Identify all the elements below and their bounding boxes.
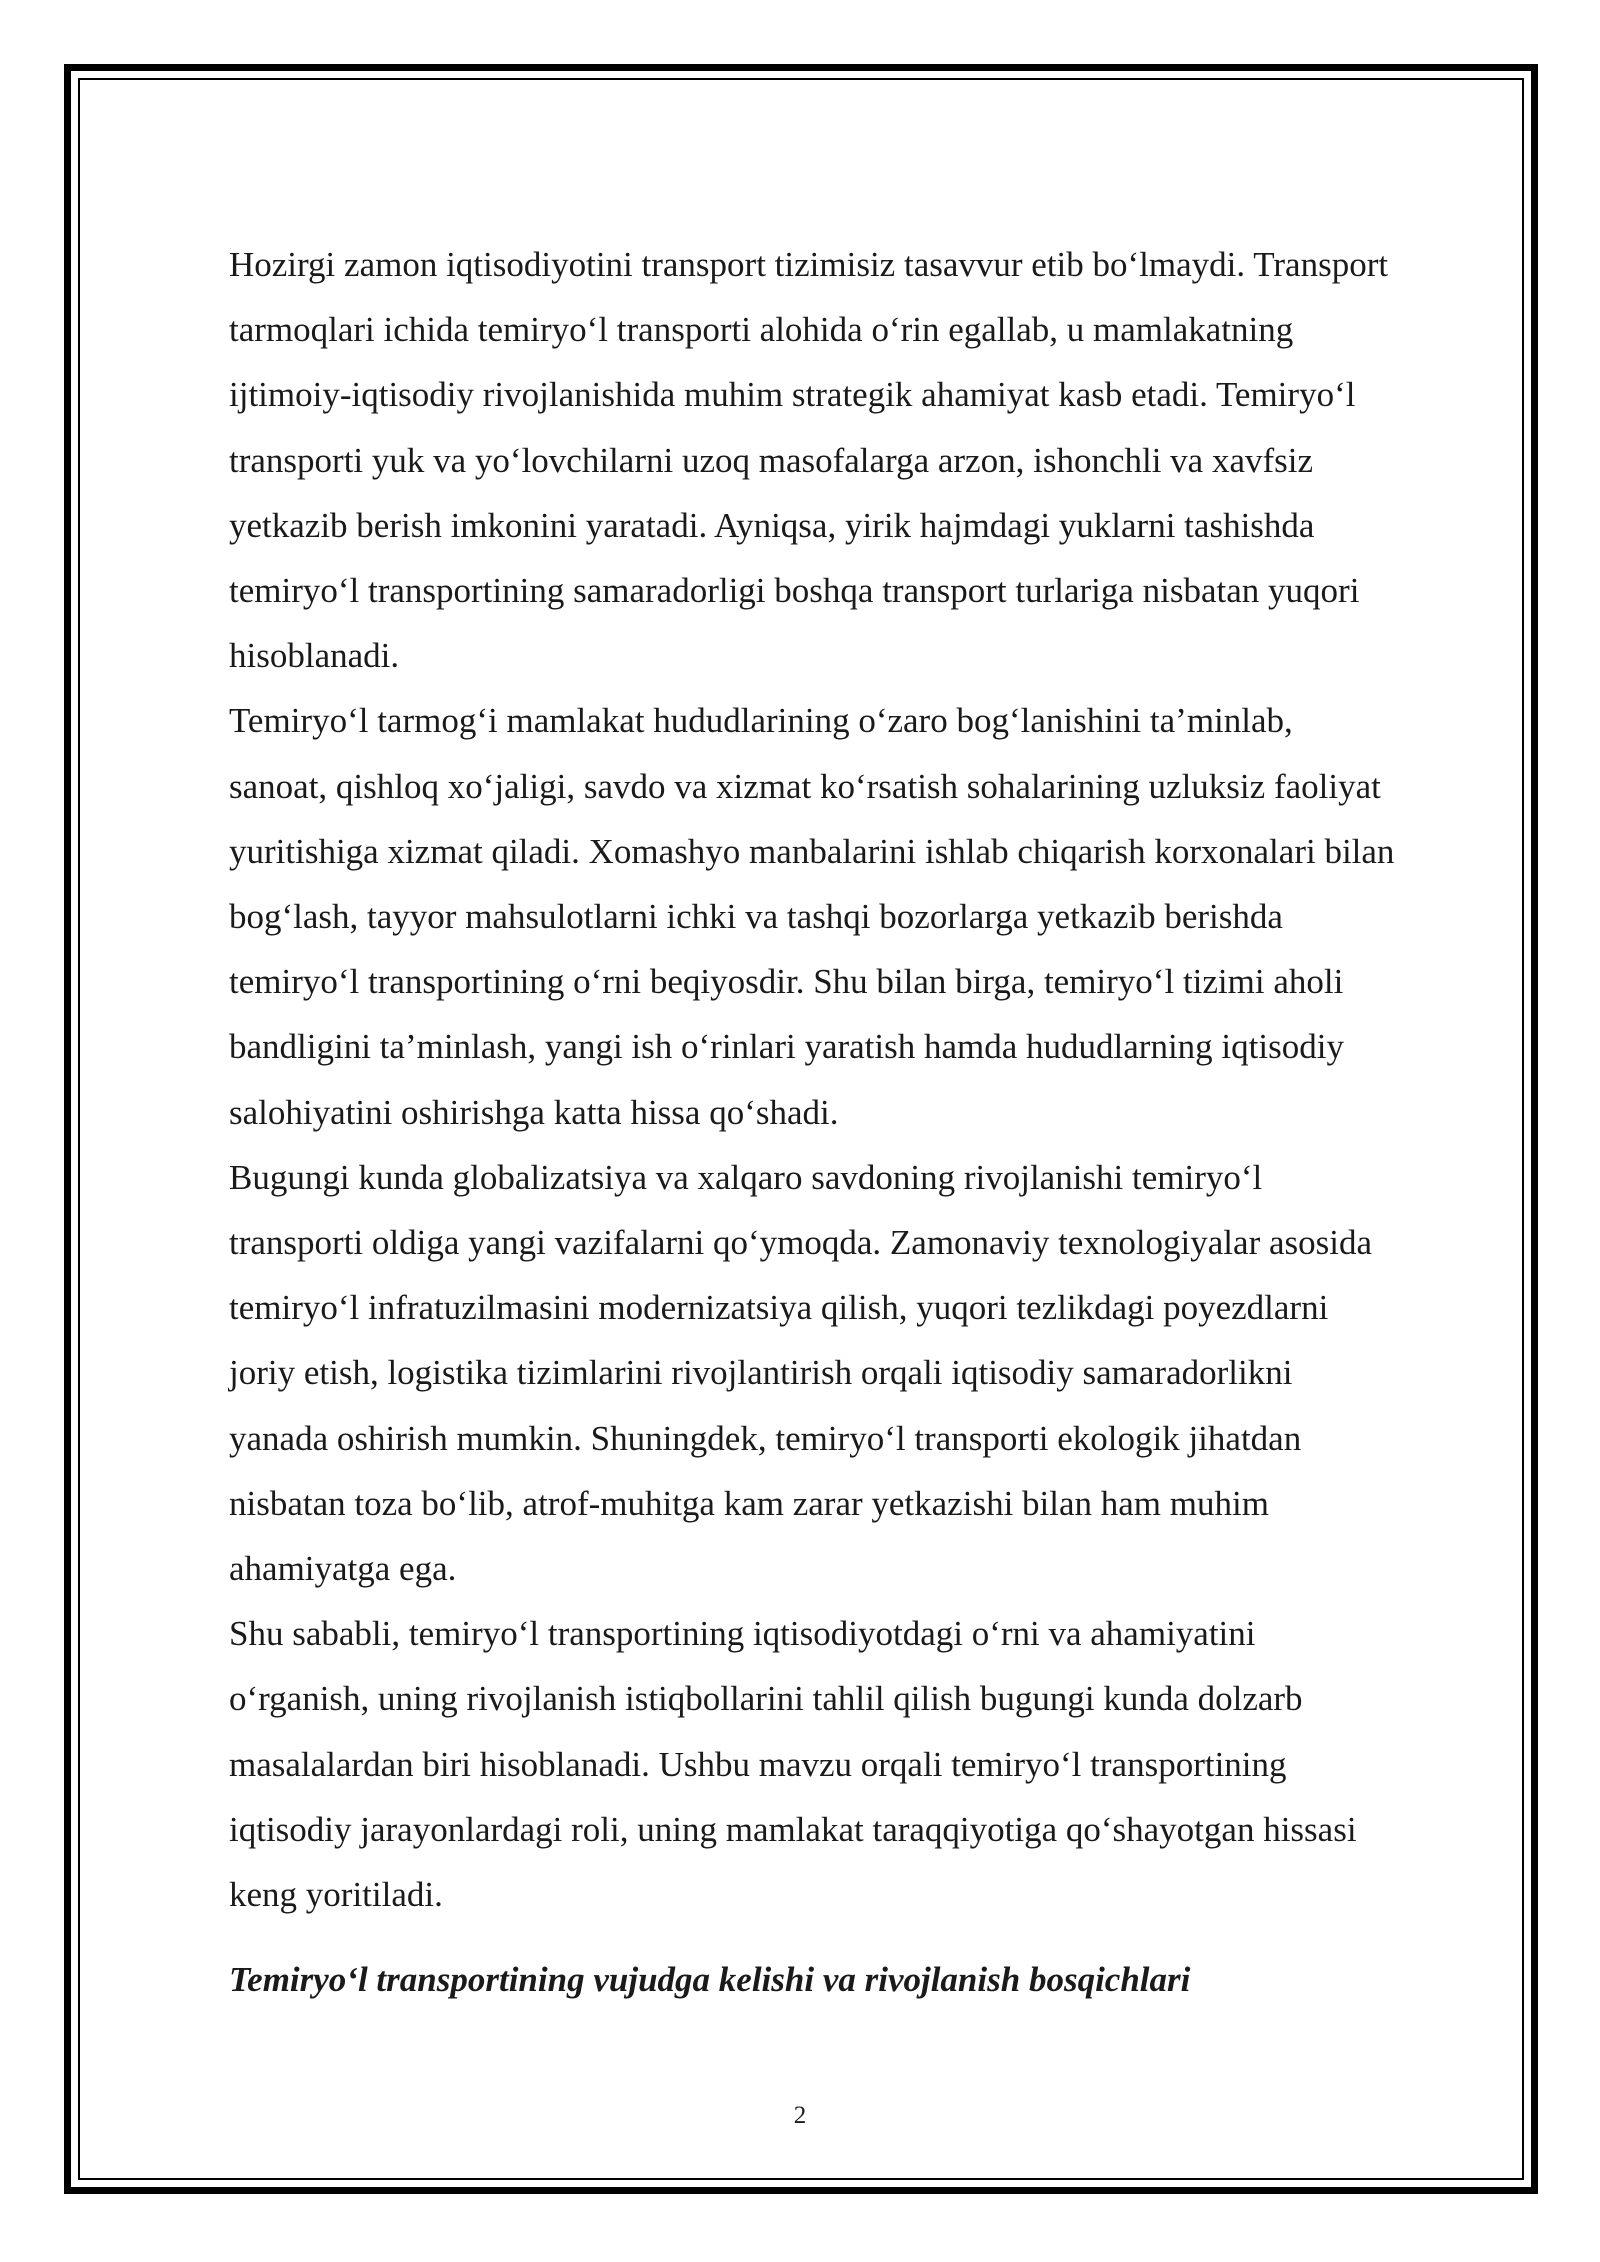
paragraph-globalization: Bugungi kunda globalizatsiya va xalqaro savdoning rivojlanishi temiryo‘l transporti oldiga yangi vazifalarni qo‘ymoqda. Zamonaviy texnologiyalar asosida temiryo‘l infratuzilmasini modernizatsiya qilish, yuqori tezlikdagi poyezdlarni joriy etish, logistika tizimlarini rivojlantirish orqali iqtisodiy samaradorlikni yanada oshirish mumkin. Shuningdek, temiryo‘l transporti ekologik jihatdan nisbatan toza bo‘lib, atrof-muhitga kam zarar yetkazishi bilan ham muhim ahamiyatga ega.	[229, 1157, 1373, 1589]
paragraph-conclusion: Shu sababli, temiryo‘l transportining iqtisodiyotdagi o‘rni va ahamiyatini o‘rganish, uning rivojlanish istiqbollarini tahlil qilish bugungi kunda dolzarb masalalardan biri hisoblanadi. Ushbu mavzu orqali temiryo‘l transportining iqtisodiy jarayonlardagi roli, uning mamlakat taraqqiyotiga qo‘shayotgan hissasi keng yoritiladi.	[229, 1614, 1357, 1915]
document-body	[229, 232, 1491, 2012]
section-heading: Temiryo‘l transportining vujudga kelishi va rivojlanish bosqichlari	[229, 1960, 1191, 2000]
paragraph-network-role: Temiryo‘l tarmog‘i mamlakat hududlarining o‘zaro bog‘lanishini ta’minlab, sanoat, qishloq xo‘jaligi, savdo va xizmat ko‘rsatish sohalarining uzluksiz faoliyat yuritishiga xizmat qiladi. Xomashyo manbalarini ishlab chiqarish korxonalari bilan bog‘lash, tayyor mahsulotlarni ichki va tashqi bozorlarga yetkazib berishda temiryo‘l transportining o‘rni beqiyosdir. Shu bilan birga, temiryo‘l tizimi aholi bandligini ta’minlash, yangi ish o‘rinlari yaratish hamda hududlarning iqtisodiy salohiyatini oshirishga katta hissa qo‘shadi.	[229, 701, 1395, 1132]
page-number: 2	[793, 2102, 807, 2129]
paragraph-intro: Hozirgi zamon iqtisodiyotini transport tizimisiz tasavvur etib bo‘lmaydi. Transport tarmoqlari ichida temiryo‘l transporti alohida o‘rin egallab, u mamlakatning ijtimoiy-iqtisodiy rivojlanishida muhim strategik ahamiyat kasb etadi. Temiryo‘l transporti yuk va yo‘lovchilarni uzoq masofalarga arzon, ishonchli va xavfsiz yetkazib berish imkonini yaratadi. Ayniqsa, yirik hajmdagi yuklarni tashishda temiryo‘l transportining samaradorligi boshqa transport turlariga nisbatan yuqori hisoblanadi.	[229, 245, 1389, 676]
